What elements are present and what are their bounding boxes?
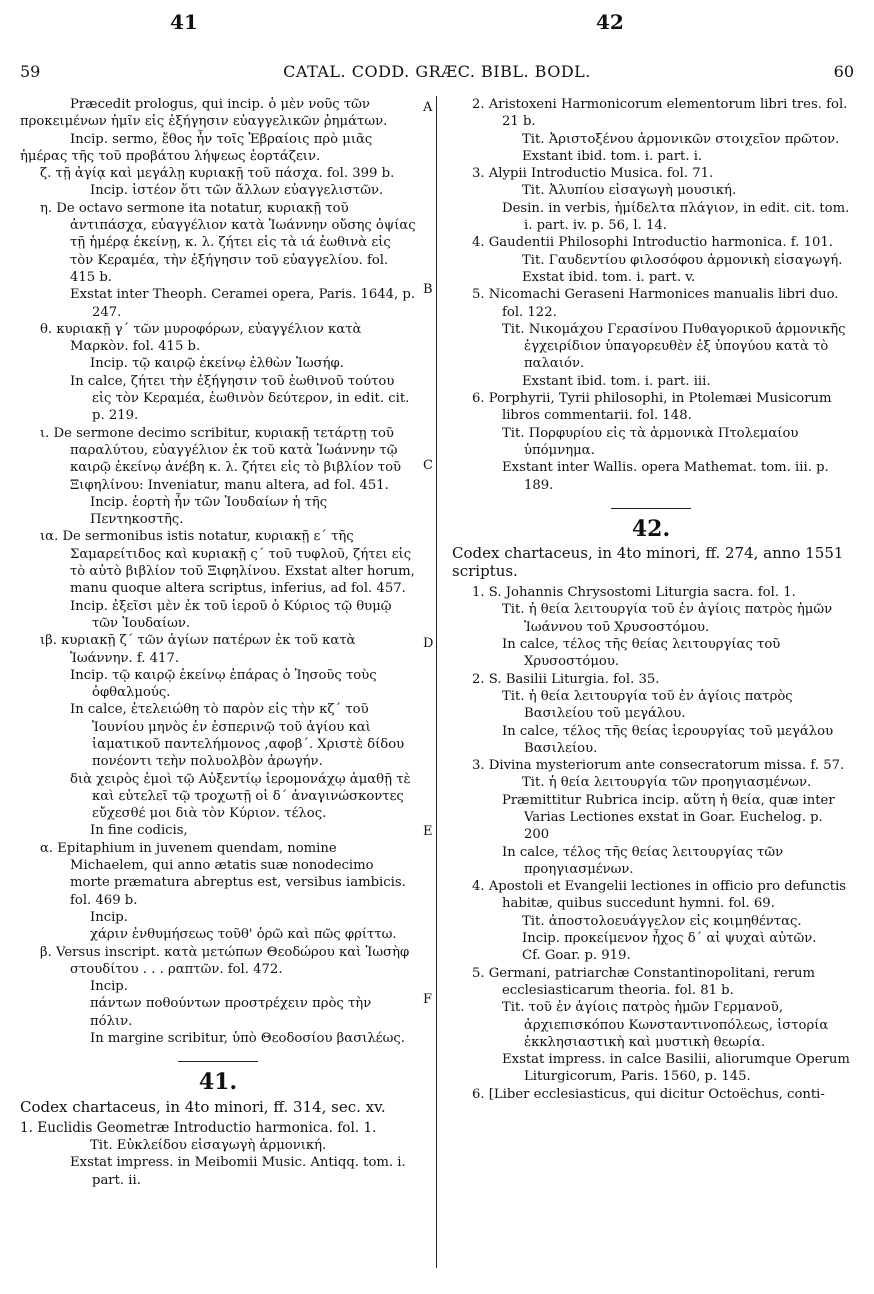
text-line: Exstant inter Wallis. opera Mathemat. tom. iii. p. 189. (502, 460, 829, 493)
text-line: In margine scribitur, ὑπὸ Θεοδοσίου βασιλέως. (90, 1031, 405, 1047)
text-line: Tit. ἡ θεία λειτουργία τῶν προηγιασμένων. (522, 775, 812, 791)
text-line: Tit. Γαυδεντίου φιλοσόφου ἁρμονικὴ εἰσαγωγή. (522, 252, 843, 268)
section-rule (178, 1061, 258, 1062)
column-rule (436, 96, 437, 1268)
handwritten-right: 42 (596, 10, 624, 34)
text-line: Incip. ἰστέον ὅτι τῶν ἄλλων εὐαγγελιστῶν. (90, 183, 384, 199)
text-line: Exstat impress. in Meibomii Music. Antiqq. tom. i. part. ii. (70, 1155, 406, 1188)
text-line: Tit. Νικομάχου Γερασίνου Πυθαγορικοῦ ἁρμονικῆς ἐγχειρίδιον ὑπαγορευθὲν ἐξ ὑπογύου κατὰ τὸ παλαιόν. (502, 321, 846, 372)
text-line: Incip. (90, 909, 128, 925)
list-item: ιβ. κυριακῇ ζ´ τῶν ἁγίων πατέρων ἐκ τοῦ κατὰ Ἰωάννην. f. 417. (40, 633, 356, 666)
list-item: 1. S. Johannis Chrysostomi Liturgia sacra. fol. 1. (472, 585, 796, 601)
list-item: 3. Alypii Introductio Musica. fol. 71. (472, 166, 714, 182)
text-line: Exstant ibid. tom. i. part. i. (522, 148, 703, 164)
list-item: 2. Aristoxeni Harmonicorum elementorum libri tres. fol. 21 b. (472, 97, 848, 130)
page-number-left: 59 (20, 62, 41, 81)
margin-mark-f: F (423, 992, 433, 1007)
list-item: 5. Germani, patriarchæ Constantinopolitani, rerum ecclesiasticarum theoria. fol. 81 b. (472, 965, 816, 998)
list-item: β. Versus inscript. κατὰ μετώπων Θεοδώρου καὶ Ἰωσὴφ στουδίτου . . . ραπτῶν. fol. 472. (40, 944, 410, 977)
text-line: Tit. ἡ θεία λειτουργία τοῦ ἐν ἁγίοις πατρὸς Βασιλείου τοῦ μεγάλου. (502, 688, 793, 722)
text-line: Incip. προκείμενον ἦχος δ´ αἱ ψυχαὶ αὐτῶν. (522, 931, 817, 947)
right-column (452, 96, 850, 1103)
text-line: Tit. ἀποστολοευάγγελον εἰς κοιμηθέντας. (522, 913, 802, 929)
list-item: 6. Porphyrii, Tyrii philosophi, in Ptolemæi Musicorum libros commentarii. fol. 148. (472, 391, 832, 424)
list-item: 5. Nicomachi Geraseni Harmonices manualis libri duo. fol. 122. (472, 287, 839, 320)
text-line: Tit. Ἀλυπίου εἰσαγωγὴ μουσική. (522, 183, 737, 199)
text-line: πάντων ποθούντων προστρέχειν πρὸς τὴν πόλιν. (90, 996, 372, 1029)
margin-mark-c: C (423, 458, 433, 473)
list-item: η. De octavo sermone ita notatur, κυριακῇ τοῦ ἀντιπάσχα, εὐαγγέλιον κατὰ Ἰωάννην οὔσης ὀψίας τῇ ἡμέρᾳ ἐκείνῃ, κ. λ. ζήτει εἰς τὰ ιά ἑωθινὰ εἰς τὸν Κεραμέα, τὴν ἐξήγησιν τοῦ εὐαγγελίου. fol. 415 b. (40, 200, 416, 285)
text-line: In calce, τέλος τῆς θείας ἱερουργίας τοῦ μεγάλου Βασιλείου. (502, 723, 834, 756)
text-line: In fine codicis, (90, 823, 188, 839)
list-item: 6. [Liber ecclesiasticus, qui dicitur Octoëchus, conti- (472, 1086, 825, 1102)
margin-mark-b: B (423, 282, 433, 297)
text-line: In calce, τέλος τῆς θείας λειτουργίας τῶν προηγιασμένων. (502, 844, 784, 877)
text-line: Incip. sermo, ἔθος ἦν τοῖς Ἑβραίοις πρὸ μιᾶς ἡμέρας τῆς τοῦ προβάτου λήψεως ἑορτάζειν. (20, 131, 373, 164)
text-line: Exstat impress. in calce Basilii, aliorumque Operum Liturgicorum, Paris. 1560, p. 145. (502, 1052, 850, 1085)
text-line: Tit. ἡ θεία λειτουργία τοῦ ἐν ἁγίοις πατρὸς ἡμῶν Ἰωάννου τοῦ Χρυσοστόμου. (502, 602, 833, 635)
text-line: χάριν ἐνθυμήσεως τοῦθ' ὁρῶ καὶ πῶς φρίττω. (90, 927, 397, 943)
text-line: Exstat ibid. tom. i. part. v. (522, 269, 696, 285)
codex-description: Codex chartaceus, in 4to minori, ff. 274, anno 1551 scriptus. (452, 544, 844, 581)
text-line: Præcedit prologus, qui incip. ὁ μὲν νοῦς τῶν προκειμένων ἡμῖν εἰς ἐξήγησιν εὐαγγελικῶν ῥημάτων. (20, 97, 388, 130)
section-number: 41. (198, 1069, 238, 1096)
text-line: Exstant ibid. tom. i. part. iii. (522, 373, 711, 389)
margin-mark-d: D (423, 636, 434, 651)
list-item: θ. κυριακῇ γ´ τῶν μυροφόρων, εὐαγγέλιον κατὰ Μαρκὸν. fol. 415 b. (40, 321, 362, 355)
left-column (20, 96, 416, 1189)
section-number: 42. (631, 515, 671, 542)
text-line: διὰ χειρὸς ἐμοὶ τῷ Αὐξεντίῳ ἱερομονάχῳ ἀμαθῇ τὲ καὶ εὐτελεῖ τῷ τροχωτῇ οἱ δ´ ἀναγινώσκοντες εὔχεσθέ μοι διὰ τὸν Κύριον. τέλος. (70, 771, 411, 822)
text-line: Tit. τοῦ ἐν ἁγίοις πατρὸς ἡμῶν Γερμανοῦ, ἀρχιεπισκόπου Κωνσταντινοπόλεως, ἱστορία ἐκκλησιαστικὴ καὶ μυστικὴ θεωρία. (502, 1000, 829, 1050)
text-line: Incip. ἐξεῖσι μὲν ἐκ τοῦ ἱεροῦ ὁ Κύριος τῷ θυμῷ τῶν Ἰουδαίων. (70, 598, 392, 631)
text-line: Incip. τῷ καιρῷ ἐκείνῳ ἐπάρας ὁ Ἰησοῦς τοὺς ὀφθαλμούς. (70, 667, 377, 701)
list-item: 1. Euclidis Geometræ Introductio harmonica. fol. 1. (20, 1119, 377, 1136)
text-line: In calce, ζήτει τὴν ἐξήγησιν τοῦ ἑωθινοῦ τούτου εἰς τὸν Κεραμέα, ἑωθινὸν δεύτερον, in edit. cit. p. 219. (70, 373, 410, 424)
margin-mark-e: E (423, 824, 433, 839)
list-item: ζ. τῇ ἁγίᾳ καὶ μεγάλῃ κυριακῇ τοῦ πάσχα. fol. 399 b. (40, 166, 395, 182)
text-line: Incip. ἑορτὴ ἦν τῶν Ἰουδαίων ἡ τῆς Πεντηκοστῆς. (90, 494, 328, 528)
list-item: α. Epitaphium in juvenem quendam, nomine Michaelem, qui anno ætatis suæ nonodecimo morte præmatura abreptus est, versibus iambicis. fol. 469 b. (40, 840, 406, 908)
text-line: In calce, τέλος τῆς θείας λειτουργίας τοῦ Χρυσοστόμου. (502, 637, 781, 670)
text-line: Tit. Πορφυρίου εἰς τὰ ἁρμονικὰ Πτολεμαίου ὑπόμνημα. (502, 425, 799, 458)
text-line: Tit. Εὐκλείδου εἰσαγωγὴ ἁρμονική. (90, 1137, 327, 1153)
running-title: CATAL. CODD. GRÆC. BIBL. BODL. (283, 62, 591, 81)
text-line: In calce, ἐτελειώθη τὸ παρὸν εἰς τὴν κζ´ τοῦ Ἰουνίου μηνὸς ἐν ἑσπερινῷ τοῦ ἁγίου καὶ ἰαματικοῦ παντελήμονος ,αφοβ´. Χριστὲ δίδου πονέοντι τεὴν πολυολβὸν ἀρωγήν. (70, 702, 405, 770)
text-line: Incip. τῷ καιρῷ ἐκείνῳ ἐλθὼν Ἰωσήφ. (90, 356, 344, 372)
text-line: Tit. Ἀριστοξένου ἁρμονικῶν στοιχεῖον πρῶτον. (522, 131, 840, 147)
list-item: ι. De sermone decimo scribitur, κυριακῇ τετάρτῃ τοῦ παραλύτου, εὐαγγέλιον ἐκ τοῦ κατὰ Ἰωάννην τῷ καιρῷ ἐκείνῳ ἀνέβη κ. λ. ζήτει εἰς τὸ βιβλίον τοῦ Ξιφηλίνου: Inveniatur, manu altera, ad fol. 451. (40, 425, 402, 493)
page-number-right: 60 (833, 62, 854, 81)
text-line: Cf. Goar. p. 919. (522, 948, 631, 964)
text-line: Desin. in verbis, ἡμίδελτα πλάγιον, in edit. cit. tom. i. part. iv. p. 56, l. 14. (502, 200, 850, 234)
codex-description: Codex chartaceus, in 4to minori, ff. 314, sec. xv. (20, 1097, 386, 1116)
list-item: 3. Divina mysteriorum ante consecratorum missa. f. 57. (472, 758, 845, 774)
list-item: 2. S. Basilii Liturgia. fol. 35. (472, 671, 660, 687)
list-item: ια. De sermonibus istis notatur, κυριακῇ ε´ τῆς Σαμαρείτιδος καὶ κυριακῇ ς´ τοῦ τυφλοῦ, ζήτει εἰς τὸ αὐτὸ βιβλίον τοῦ Ξιφηλίνου. Exstat alter horum, manu quoque altera scriptus, inferius, ad fol. 457. (40, 529, 415, 597)
text-line: Exstat inter Theoph. Ceramei opera, Paris. 1644, p. 247. (70, 287, 416, 320)
text-line: Incip. (90, 979, 128, 995)
section-rule (611, 508, 691, 509)
margin-mark-a: A (423, 100, 433, 115)
handwritten-left: 41 (170, 10, 198, 34)
list-item: 4. Gaudentii Philosophi Introductio harmonica. f. 101. (472, 235, 833, 251)
text-line: Præmittitur Rubrica incip. αὕτη ἡ θεία, quæ inter Varias Lectiones exstat in Goar. Euchelog. p. 200 (502, 792, 835, 843)
list-item: 4. Apostoli et Evangelii lectiones in officio pro defunctis habitæ, quibus succedunt hymni. fol. 69. (472, 879, 847, 912)
